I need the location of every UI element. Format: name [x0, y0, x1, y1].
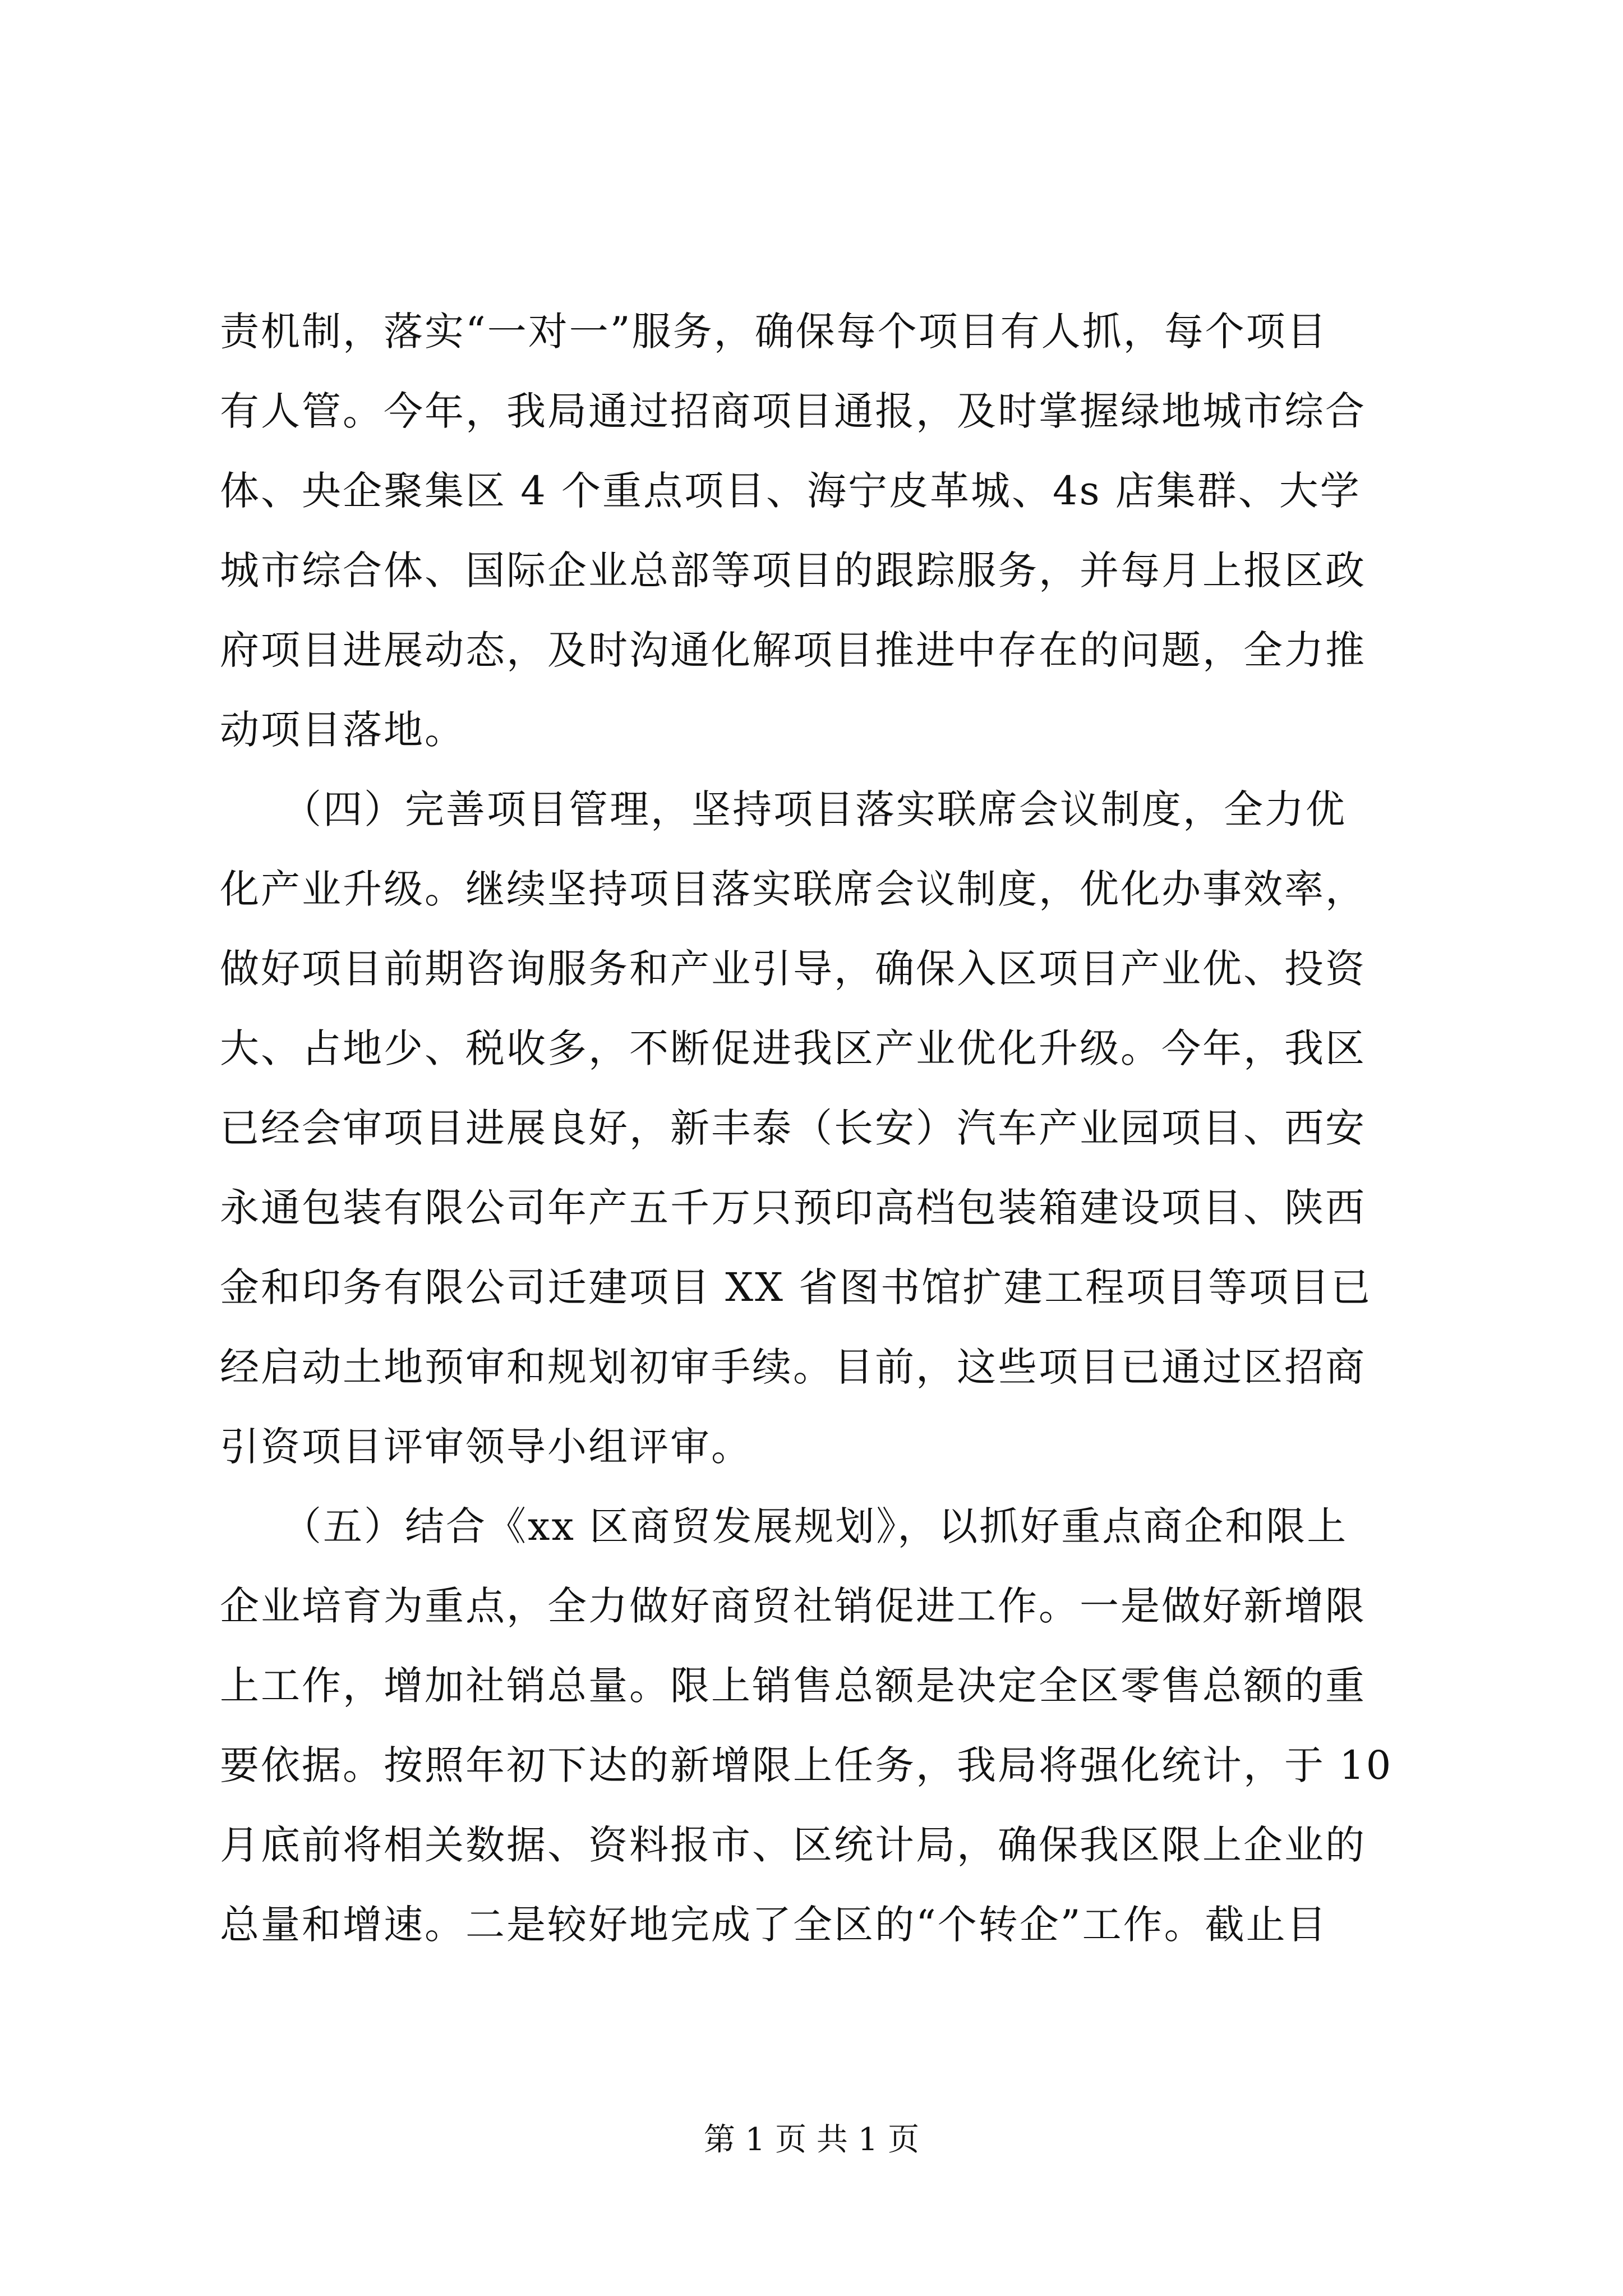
document-body [220, 292, 1414, 1964]
text-line: （四）完善项目管理，坚持项目落实联席会议制度，全力优 [220, 786, 1347, 832]
text-line: 化产业升级。继续坚持项目落实联席会议制度，优化办事效率， [220, 866, 1366, 912]
text-line: 企业培育为重点，全力做好商贸社销促进工作。一是做好新增限 [220, 1583, 1366, 1629]
text-line: 金和印务有限公司迁建项目 XX 省图书馆扩建工程项目等项目已 [220, 1264, 1372, 1310]
text-line: 引资项目评审领导小组评审。 [220, 1424, 752, 1470]
page-number-label: 第 1 页 共 1 页 [703, 2122, 920, 2158]
text-line: 大、占地少、税收多，不断促进我区产业优化升级。今年，我区 [220, 1025, 1366, 1071]
text-line: 动项目落地。 [220, 707, 465, 753]
page-footer [0, 2120, 1623, 2160]
text-line: 府项目进展动态，及时沟通化解项目推进中存在的问题，全力推 [220, 627, 1366, 673]
text-line: （五）结合《xx 区商贸发展规划》，以抓好重点商企和限上 [220, 1503, 1348, 1549]
text-line: 城市综合体、国际企业总部等项目的跟踪服务，并每月上报区政 [220, 547, 1366, 593]
text-line: 做好项目前期咨询服务和产业引导，确保入区项目产业优、投资 [220, 946, 1366, 992]
text-line: 要依据。按照年初下达的新增限上任务，我局将强化统计，于 10 [220, 1742, 1393, 1788]
text-line: 永通包装有限公司年产五千万只预印高档包装箱建设项目、陕西 [220, 1185, 1366, 1231]
text-line: 有人管。今年，我局通过招商项目通报，及时掌握绿地城市综合 [220, 388, 1366, 434]
text-line: 经启动土地预审和规划初审手续。目前，这些项目已通过区招商 [220, 1344, 1366, 1390]
text-line: 责机制，落实“一对一”服务，确保每个项目有人抓，每个项目 [220, 309, 1328, 355]
text-line: 月底前将相关数据、资料报市、区统计局，确保我区限上企业的 [220, 1822, 1366, 1868]
text-line: 已经会审项目进展良好，新丰泰（长安）汽车产业园项目、西安 [220, 1105, 1366, 1151]
text-line: 上工作，增加社销总量。限上销售总额是决定全区零售总额的重 [220, 1663, 1366, 1709]
text-line: 体、央企聚集区 4 个重点项目、海宁皮革城、4s 店集群、大学 [220, 468, 1361, 514]
text-line: 总量和增速。二是较好地完成了全区的“个转企”工作。截止目 [220, 1902, 1328, 1948]
